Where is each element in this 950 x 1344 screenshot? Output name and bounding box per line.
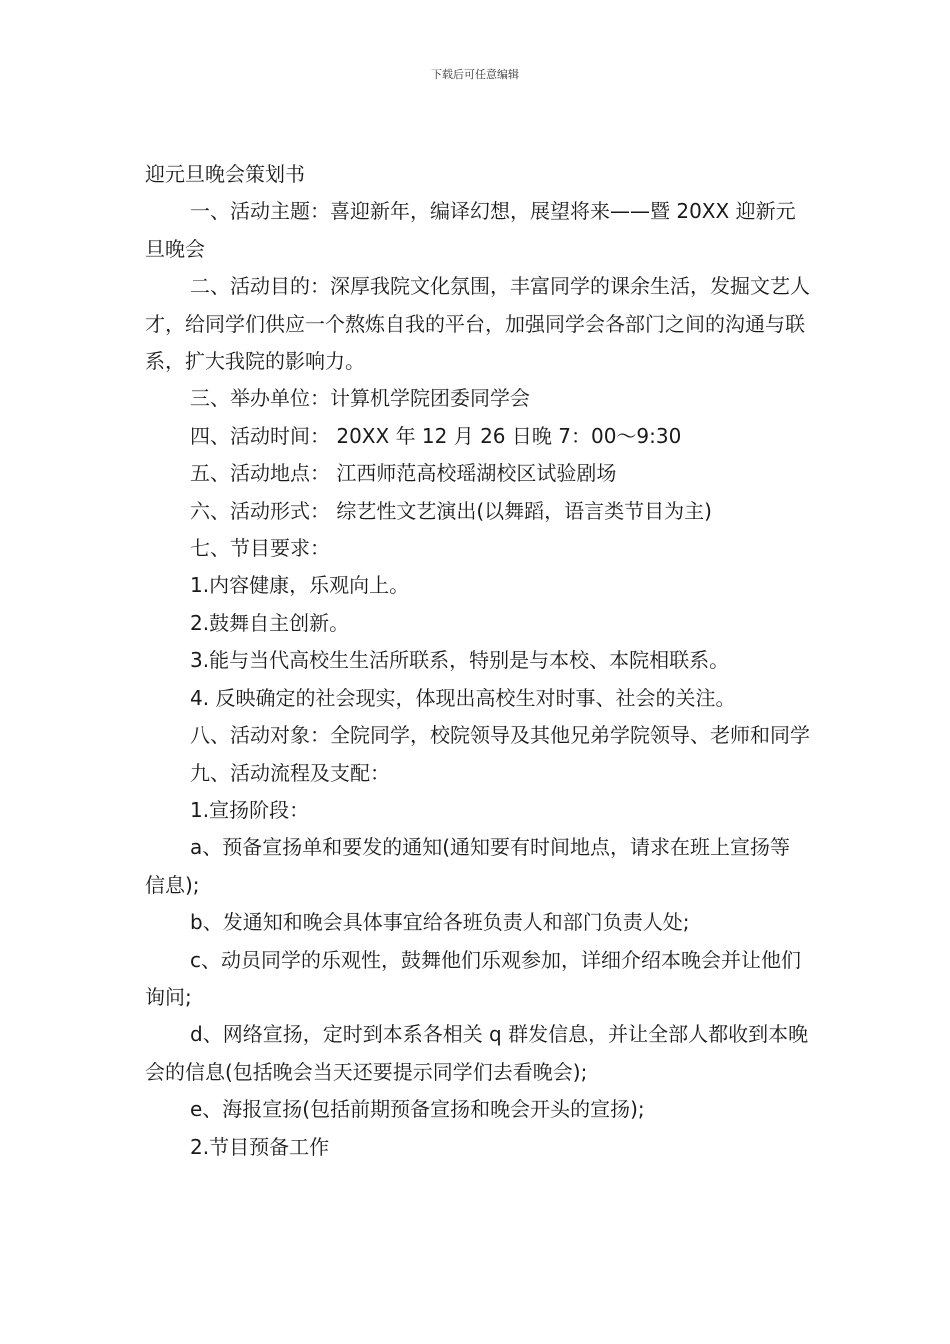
paragraph-time: 四、活动时间： 20XX 年 12 月 26 日晚 7：00～9:30 xyxy=(190,423,682,448)
process-item: c、动员同学的乐观性，鼓舞他们乐观参加，详细介绍本晚会并让他们询问; xyxy=(145,947,801,1009)
paragraph-theme: 一、活动主题：喜迎新年，编译幻想，展望将来——暨 20XX 迎新元旦晚会 xyxy=(145,199,796,261)
paragraph-location: 五、活动地点： 江西师范高校瑶湖校区试验剧场 xyxy=(190,461,617,486)
paragraph-format: 六、活动形式： 综艺性文艺演出(以舞蹈，语言类节目为主) xyxy=(190,498,712,523)
paragraph-audience: 八、活动对象：全院同学，校院领导及其他兄弟学院领导、老师和同学 xyxy=(190,723,810,748)
paragraph-process-heading: 九、活动流程及支配： xyxy=(190,760,390,785)
paragraph-organizer: 三、举办单位：计算机学院团委同学会 xyxy=(190,386,530,411)
process-item: d、网络宣扬，定时到本系各相关 q 群发信息，并让全部人都收到本晚会的信息(包括晚会当天还要提示同学们去看晚会); xyxy=(145,1022,809,1084)
process-stage-heading: 2.节目预备工作 xyxy=(190,1134,330,1159)
process-item: b、发通知和晚会具体事宜给各班负责人和部门负责人处; xyxy=(190,910,690,935)
process-stage-heading: 1.宣扬阶段： xyxy=(190,797,310,822)
process-item: a、预备宣扬单和要发的通知(通知要有时间地点，请求在班上宣扬等信息); xyxy=(145,835,791,897)
paragraph-requirements-heading: 七、节目要求： xyxy=(190,536,330,561)
document-title: 迎元旦晚会策划书 xyxy=(145,162,305,186)
document-body xyxy=(145,156,810,1166)
requirement-item: 3.能与当代高校生生活所联系，特别是与本校、本院相联系。 xyxy=(190,648,730,673)
paragraph-purpose: 二、活动目的：深厚我院文化氛围，丰富同学的课余生活，发掘文艺人才，给同学们供应一个熬炼自我的平台，加强同学会各部门之间的沟通与联系，扩大我院的影响力。 xyxy=(145,274,810,374)
requirement-item: 2.鼓舞自主创新。 xyxy=(190,610,350,635)
requirement-item: 4. 反映确定的社会现实，体现出高校生对时事、社会的关注。 xyxy=(190,685,736,710)
process-item: e、海报宣扬(包括前期预备宣扬和晚会开头的宣扬); xyxy=(190,1097,645,1122)
requirement-item: 1.内容健康，乐观向上。 xyxy=(190,573,410,598)
page-header: 下载后可任意编辑 xyxy=(431,68,519,81)
